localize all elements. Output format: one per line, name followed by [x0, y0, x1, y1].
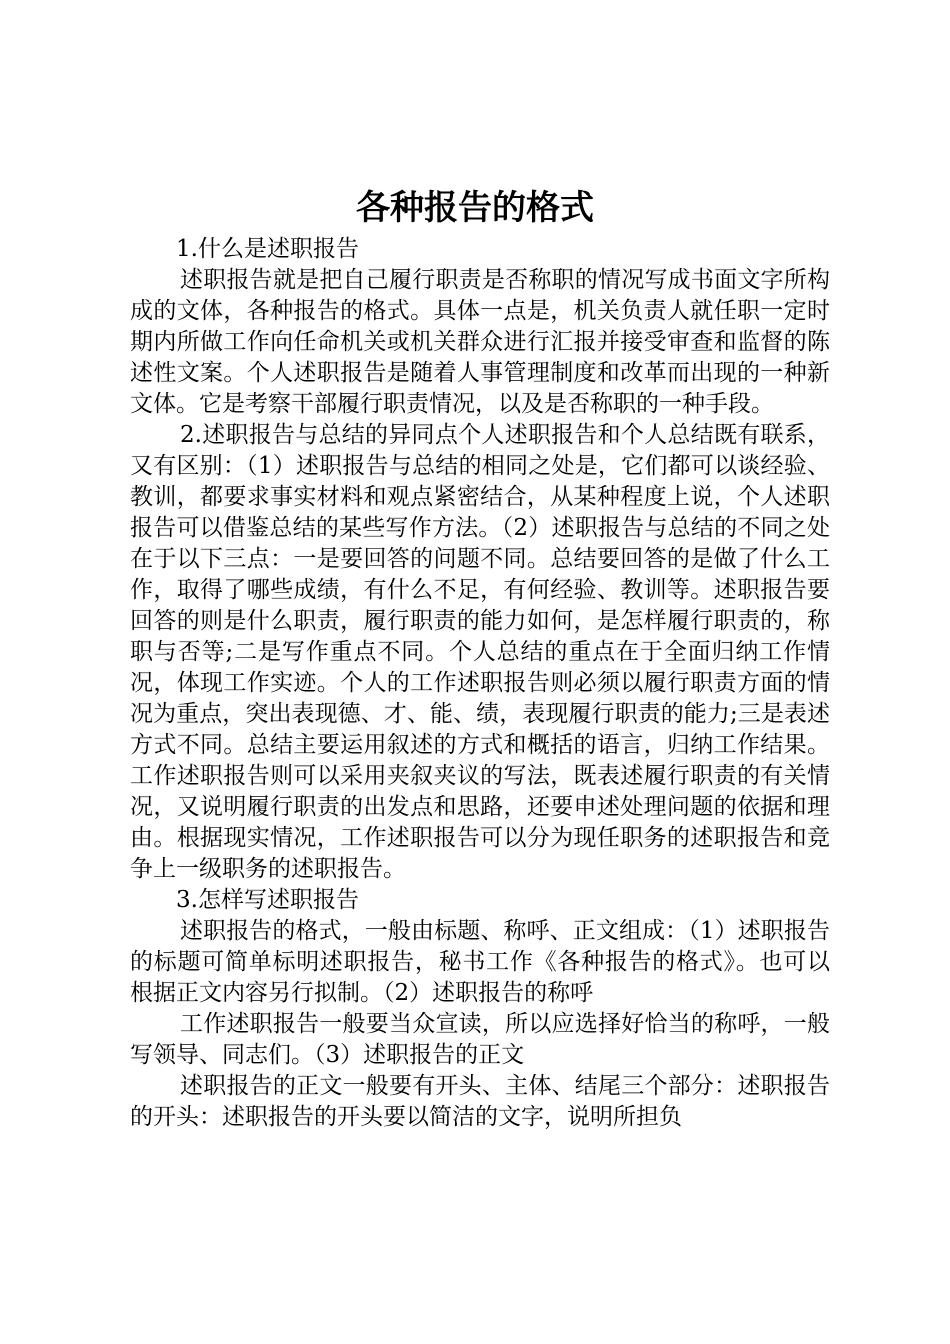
paragraph-definition: 述职报告就是把自己履行职责是否称职的情况写成书面文字所构成的文体，各种报告的格式。具体一点是，机关负责人就任职一定时期内所做工作向任命机关或机关群众进行汇报并接受审查和监督的陈述性文案。个人述职报告是随着人事管理制度和改革而出现的一种新文体。它是考察干部履行职责情况，以及是否称职的一种手段。: [130, 267, 830, 417]
paragraph-differences: 2.述职报告与总结的异同点个人述职报告和个人总结既有联系，又有区别：（1）述职报告与总结的相同之处是，它们都可以谈经验、教训，都要求事实材料和观点紧密结合，从某种程度上说，个人述职报告可以借鉴总结的某些写作方法。（2）述职报告与总结的不同之处在于以下三点：一是要回答的问题不同。总结要回答的是做了什么工作，取得了哪些成绩，有什么不足，有何经验、教训等。述职报告要回答的则是什么职责，履行职责的能力如何，是怎样履行职责的，称职与否等;二是写作重点不同。个人总结的重点在于全面归纳工作情况，体现工作实迹。个人的工作述职报告则必须以履行职责方面的情况为重点，突出表现德、才、能、绩，表现履行职责的能力;三是表述方式不同。总结主要运用叙述的方式和概括的语言，归纳工作结果。工作述职报告则可以采用夹叙夹议的写法，既表述履行职责的有关情况，又说明履行职责的出发点和思路，还要申述处理问题的依据和理由。根据现实情况，工作述职报告可以分为现任职务的述职报告和竞争上一级职务的述职报告。: [130, 422, 830, 882]
paragraph-salutation: 工作述职报告一般要当众宣读，所以应选择好恰当的称呼，一般写领导、同志们。（3）述职报告的正文: [130, 1011, 830, 1068]
paragraph-main-text: 述职报告的正文一般要有开头、主体、结尾三个部分：述职报告的开头：述职报告的开头要以简洁的文字，说明所担负: [130, 1073, 830, 1130]
paragraph-format: 述职报告的格式，一般由标题、称呼、正文组成：（1）述职报告的标题可简单标明述职报告，秘书工作《各种报告的格式》。也可以根据正文内容另行拟制。（2）述职报告的称呼: [130, 918, 830, 1006]
document-body: [130, 234, 830, 1133]
section-heading-1: 1.什么是述职报告: [176, 236, 359, 262]
document-title: 各种报告的格式: [356, 188, 594, 228]
section-heading-3: 3.怎样写述职报告: [176, 887, 359, 913]
